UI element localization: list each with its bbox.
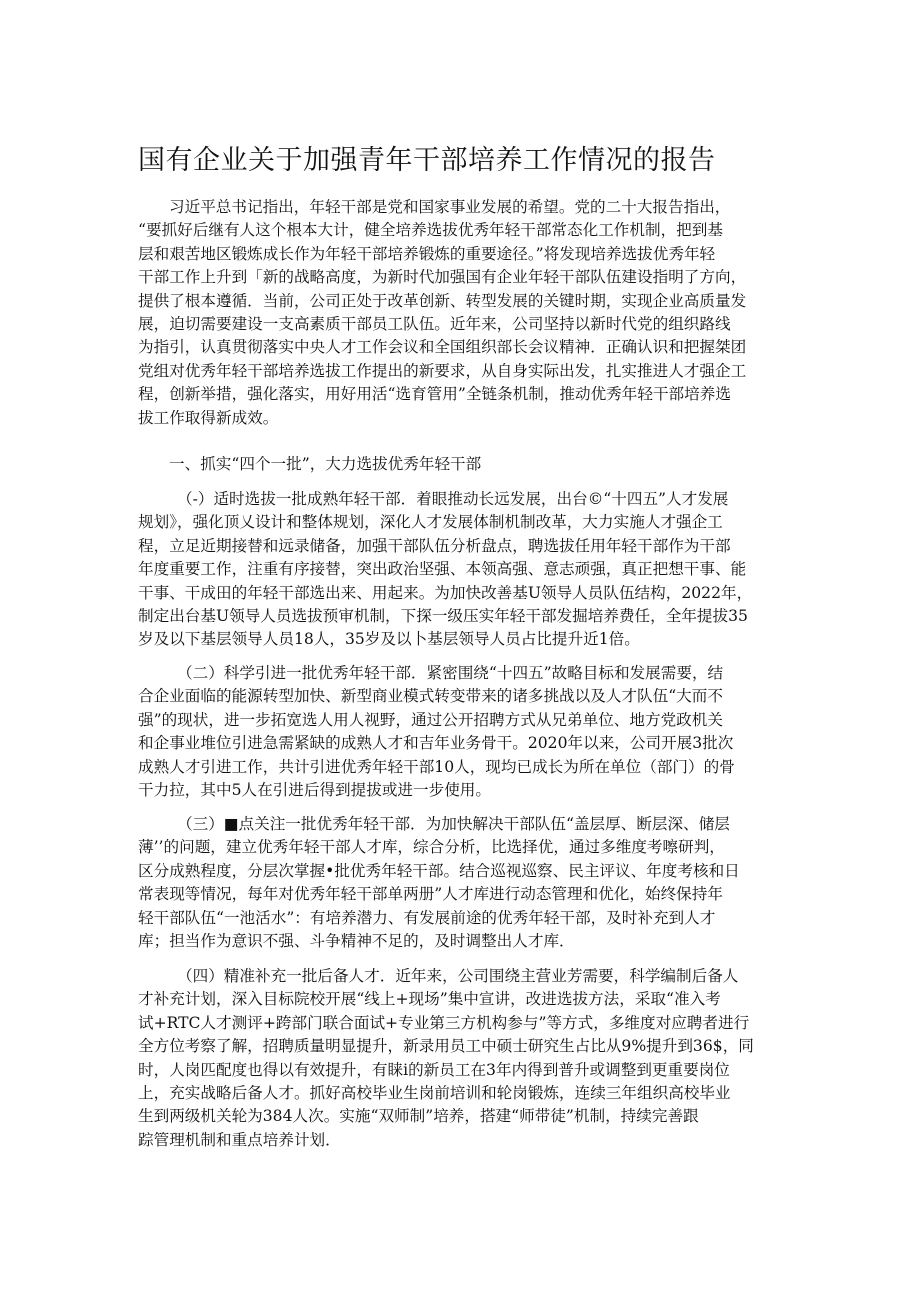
paragraph-line: （三）■点关注一批优秀年轻干部．为加快解决干部队伍“盖层厚、断层深、储层 [177, 815, 730, 833]
intro-line: 提供了根本遵循．当前，公司正处于改革创新、转型发展的关键时期，实现企业高质量发 [138, 291, 747, 310]
paragraph-line: 规划》，强化顶乂设计和整体规划，深化人才发展体制机制改革，大力实施人才强企工 [138, 513, 723, 532]
section-heading [138, 453, 786, 476]
paragraph-line: （四）精准补充一批后备人才．近年来，公司围绕主营业芳需要，科学编制后备人 [177, 967, 739, 985]
paragraph-line: 制定出台基U领导人员选拔预审机制，下探一级压实年轻干部发掘培养费任，全年提拔35 [138, 606, 748, 625]
paragraph-line: 库；担当作为意识不强、斗争精神不足的，及时调整出人才库． [138, 931, 575, 950]
intro-line: 拔工作取得新成效。 [138, 408, 279, 427]
paragraph-line: 薄’’的问题，建立优秀年轻干部人才库，综合分析，比选择优，通过多维度考嚓研判， [138, 838, 725, 857]
paragraph-line: 和企事业堆位引进急需紧缺的成熟人才和吉年业务骨干。2020年以来，公司开展3批次 [138, 734, 734, 753]
paragraph-line: 上，充实战略后备人才。抓好高校毕业生岗前培训和轮岗锻炼，连续三年组织高校毕业 [138, 1083, 731, 1102]
paragraph-line: （二）科学引进一批优秀年轻干部．紧密围绕“十四五”故略目标和发展需要，结 [177, 664, 724, 682]
paragraph-line: 全方位考察了解，招聘质量明显提升，新录用员工中硕士研究生占比从9%提升到36$，同 [138, 1037, 754, 1056]
intro-line: 程，创新举措，强化落实，用好用活“选育管用”全链条机制，推动优秀年轻干部培养选 [138, 385, 731, 404]
paragraph-line: 程，立足近期接替和远录储备，加强干部队伍分析盘点，聘选拔任用年轻干部作为干部 [138, 536, 731, 555]
paragraph-line: 常表现等情况，每年对优秀年轻干部单两册”人才库进行动态管理和优化，始终保持年 [138, 885, 723, 904]
paragraph-line: 岁及以下基层领导人员18人，35岁及以卜基层领导人员占比提升近1倍。 [138, 630, 640, 649]
paragraph-line: 生到两级机关轮为384人次。实施“双师制”培养，搭建“师带徒”机制，持续完善跟 [138, 1107, 699, 1126]
paragraph-line: 合企业面临的能源转型加快、新型商业模式转变带来的诸多挑战以及人才队伍“大而不 [138, 687, 723, 706]
paragraph-line: 试+RTC人才测评+跨部门联合面试+专业第三方机构参与”等方式，多维度对应聘者进行 [138, 1013, 750, 1032]
intro-line: “要抓好后继有人这个根本大计，健全培养选拔优秀年轻干部常态化工作机制，把到基 [138, 221, 723, 240]
paragraph-line: 成熟人才引进工作，共计引进优秀年轻干部10人，现均已成长为所在单位（部门）的骨 [138, 757, 735, 776]
paragraph-3 [138, 813, 786, 953]
paragraph-line: 才补充计划，深入目标院校开展“线上+现场”集中宣讲，改进选拔方法，采取“准入考 [138, 990, 721, 1009]
paragraph-line: 干力拉，其中5人在引进后得到提拔或进一步使用。 [138, 780, 491, 799]
intro-line: 展，迫切需要建设一支高素质干部员工队伍。近年来，公司坚持以新时代党的组织路线 [138, 314, 731, 333]
paragraph-1 [138, 488, 786, 652]
paragraph-line: 年度重要工作，注重有序接替，突出政治坚强、本领高强、意志顽强，真正把想干事、能 [138, 560, 747, 579]
intro-line: 层和艰苦地区锻炼成长作为年轻干部培养锻炼的重要途径。”将发现培养选拔优秀年轻 [138, 244, 716, 263]
section-heading-text: 一、抓实“四个一批”，大力选拔优秀年轻干部 [169, 455, 482, 473]
intro-line: 干部工作上升到「新的战略高度，为新时代加强国有企业年轻干部队伍建设指明了方向， [138, 268, 747, 287]
paragraph-line: 区分成熟程度，分层次掌握•批优秀年轻干部。结合巡视巡察、民主评议、年度考核和日 [138, 861, 740, 880]
paragraph-4 [138, 965, 786, 1152]
paragraph-line: 踪管理机制和重点培养计划． [138, 1130, 341, 1149]
document-title: 国有企业关于加强青年干部培养工作情况的报告 [138, 145, 716, 176]
intro-line: 习近平总书记指出，年轻干部是党和国家事业发展的希望。党的二十大报告指出， [169, 198, 731, 216]
paragraph-line: 时，人岗匹配度也得以有效提升，有睐i的新员工在3年内得到普升或调整到更重要岗位 [138, 1060, 730, 1079]
paragraph-line: 强”的现状，进一步拓宽选人用人视野，通过公开招聘方式从兄弟单位、地方党政机关 [138, 710, 723, 729]
paragraph-line: 干事、干成田的年轻干部选出来、用起来。为加快改善基U领导人员队伍结构，2022年， [138, 583, 753, 602]
intro-line: 党组对优秀年轻干部培养选拔工作提出的新要求，从自身实际出发，扎实推进人才强企工 [138, 361, 747, 380]
paragraph-2 [138, 662, 786, 802]
paragraph-line: 轻干部队伍“一池活水”：有培养潜力、有发展前途的优秀年轻干部，及时补充到人才 [138, 908, 716, 927]
intro-line: 为指引，认真贯彻落实中央人才工作会议和全国组织部长会议精神．正确认识和把握桀团 [138, 338, 747, 357]
paragraph-line: （-）适时选拔一批成熟年轻干部．着眼推动长远发展，出台©“十四五”人才发展 [177, 490, 729, 508]
intro-paragraph [138, 196, 786, 430]
